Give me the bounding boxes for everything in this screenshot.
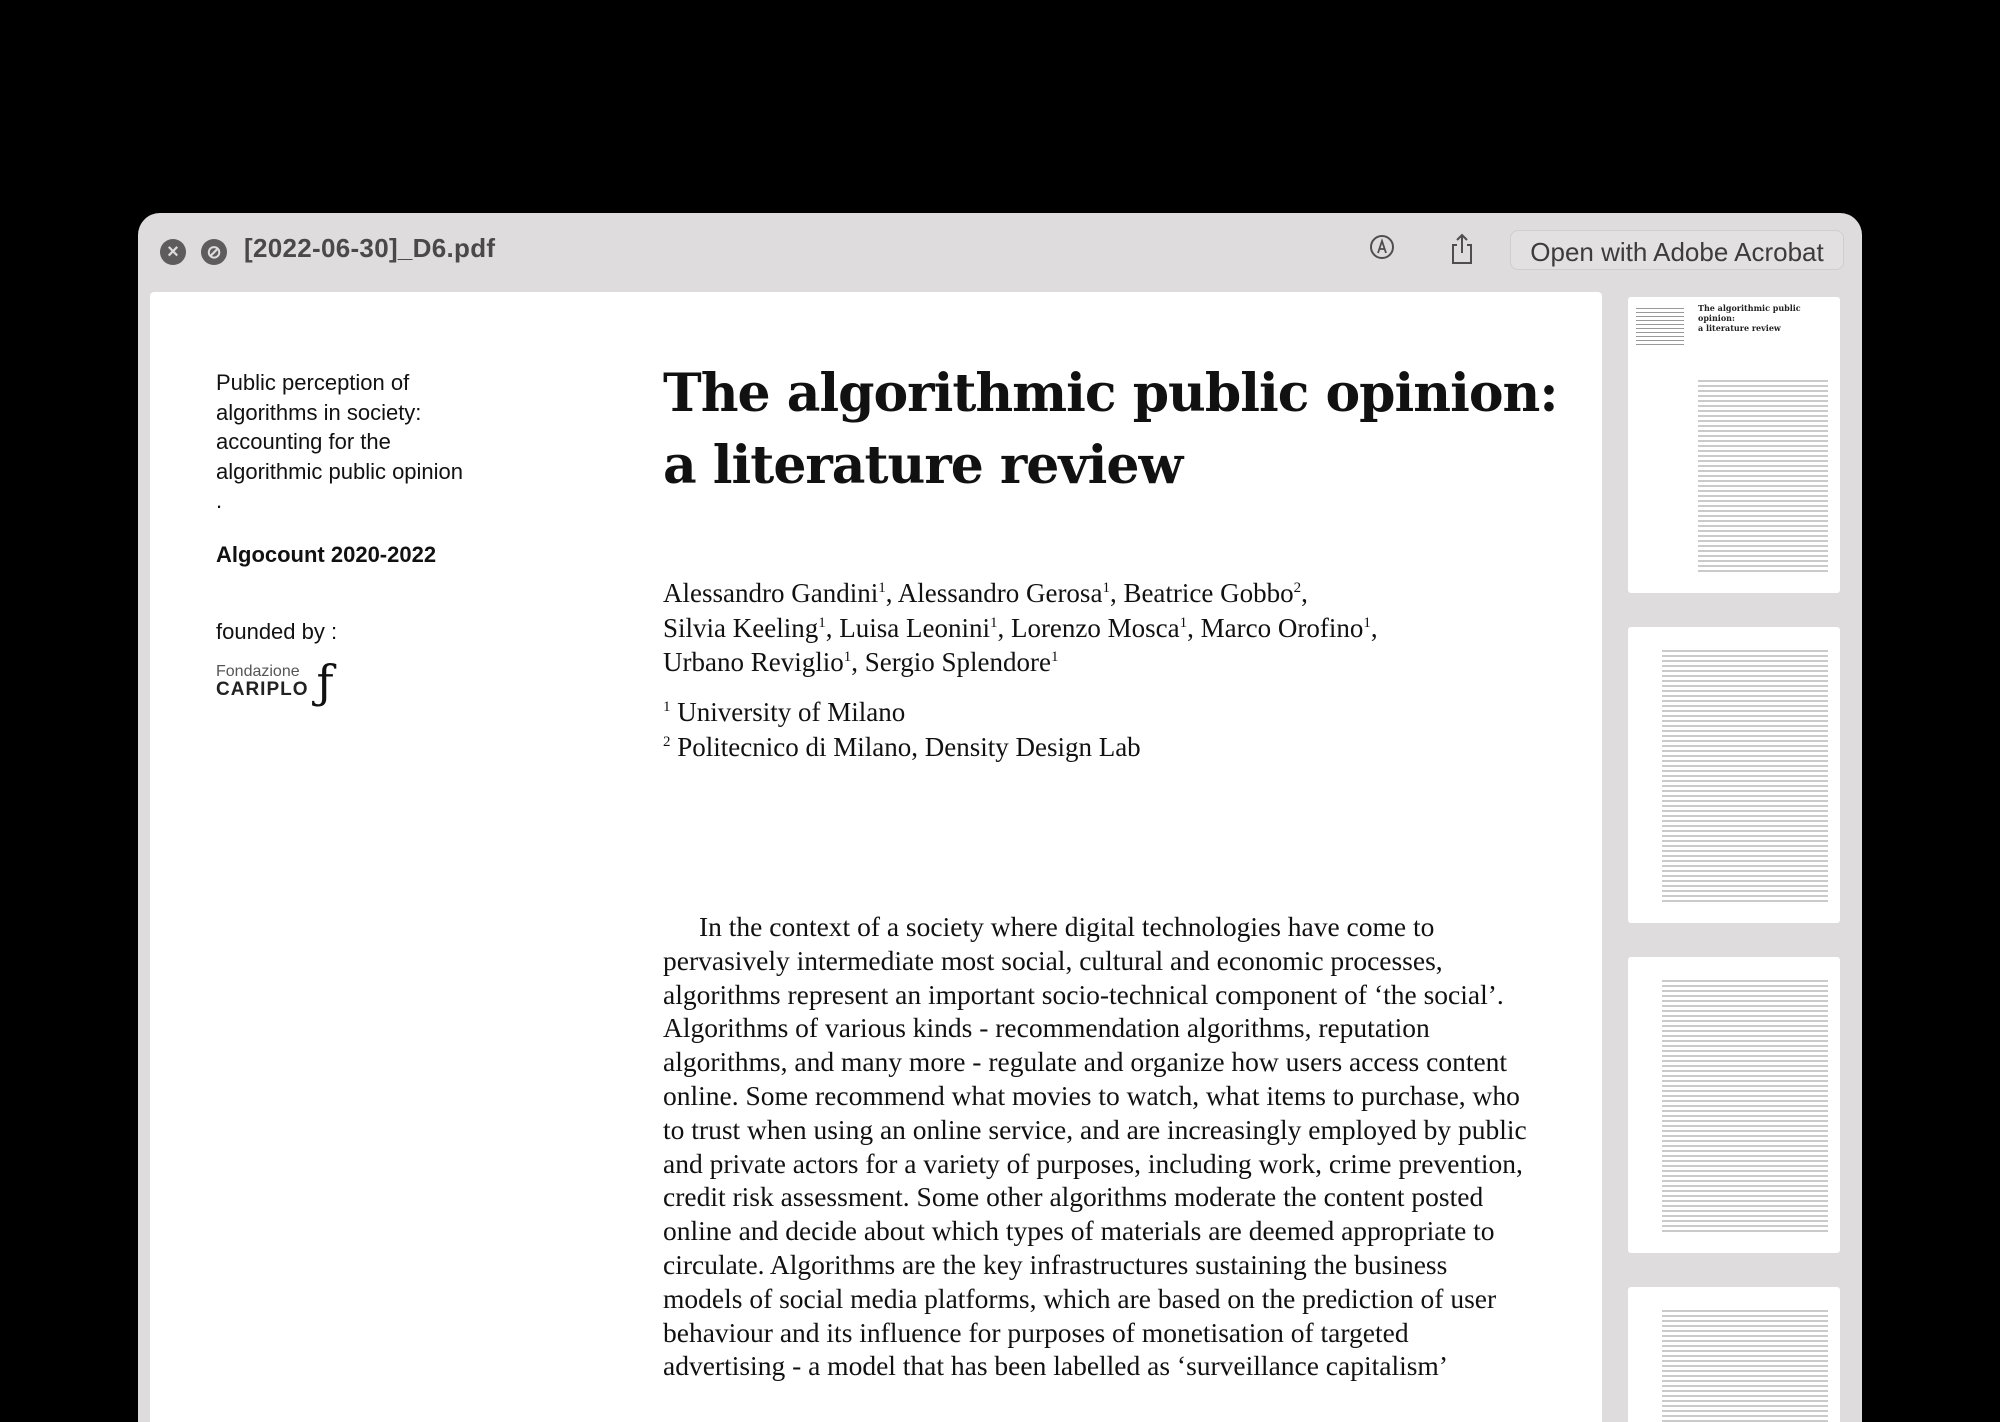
affiliation: $^1$ University of Milano — [663, 697, 906, 727]
thumbnail-sidebar[interactable] — [1628, 297, 1842, 1422]
page-thumbnail[interactable] — [1628, 957, 1840, 1253]
author: Alessandro Gandini$^1$ — [663, 578, 886, 608]
project-description: Public perception of algorithms in society: accounting for the algorithmic public opinion . — [216, 370, 464, 513]
body-paragraph: In the context of a society where digital technologies have come to pervasively intermediate most social, cultural and economic processes, algorithms represent an important socio-technical component of ‘the social’. Algorithms of various kinds - recommendation algorithms, reputation algorithms, and many more - regulate and organize how users access content online. Some recommend what movies to watch, what items to purchase, who to trust when using an online service, and are increasingly employed by public and private actors for a variety of purposes, including work, crime prevention, credit risk assessment. Some other algorithms moderate the content posted online and decide about which types of materials are deemed appropriate to circulate. Algorithms are the key infrastructures sustaining the business models of social media platforms, which are based on the prediction of user behaviour and its influence for purposes of monetisation of targeted advertising - a model that has been labelled as ‘surveillance capitalism’ — [663, 911, 1527, 1382]
logo-line2: CARIPLO — [216, 679, 309, 700]
affiliations — [663, 695, 1141, 765]
author: Luisa Leonini$^1$ — [839, 612, 998, 643]
page-thumbnail[interactable] — [1628, 1287, 1840, 1422]
founded-by-label: founded by : — [216, 619, 338, 644]
window-title: [2022-06-30]_D6.pdf — [244, 233, 496, 263]
logo-line1: Fondazione — [216, 663, 300, 680]
paper-title — [663, 358, 1558, 502]
preview-window — [138, 213, 1862, 1422]
author: Marco Orofino$^1$ — [1200, 612, 1371, 643]
close-icon[interactable]: × — [160, 239, 186, 265]
left-column — [216, 368, 466, 709]
title-line2: a literature review — [663, 435, 1183, 496]
author: Lorenzo Mosca$^1$ — [1010, 612, 1188, 643]
page-thumbnail[interactable]: The algorithmic public opinion: a literature review — [1628, 297, 1840, 593]
author: Sergio Splendore$^1$ — [864, 647, 1059, 677]
cariplo-logo — [216, 654, 466, 709]
title-line1: The algorithmic public opinion: — [663, 363, 1558, 424]
slash-circle-icon[interactable]: ⊘ — [201, 239, 227, 265]
pdf-page — [150, 292, 1602, 1422]
page-thumbnail[interactable] — [1628, 627, 1840, 923]
markup-pen-icon[interactable] — [1368, 233, 1396, 271]
author: Urbano Reviglio$^1$ — [663, 647, 852, 677]
cariplo-mark-icon: ƒ — [316, 654, 334, 709]
share-icon[interactable] — [1448, 233, 1476, 275]
author: Alessandro Gerosa$^1$ — [897, 578, 1110, 608]
open-with-acrobat-button[interactable]: Open with Adobe Acrobat — [1510, 230, 1844, 270]
author: Silvia Keeling$^1$ — [663, 612, 826, 643]
author-list: Alessandro Gandini$^1$, Alessandro Gerosa$^1$, Beatrice Gobbo$^2$, Silvia Keeling$^1$, Luisa Leonini$^1$, Lorenzo Mosca$^1$, Marco Orofino$^1$, Urbano Reviglio$^1$, Sergio Splendore$^1$ — [663, 578, 1378, 677]
affiliation: $^2$ Politecnico di Milano, Density Design Lab — [663, 732, 1141, 762]
project-name: Algocount 2020-2022 — [216, 541, 437, 567]
author: Beatrice Gobbo$^2$ — [1123, 578, 1302, 608]
